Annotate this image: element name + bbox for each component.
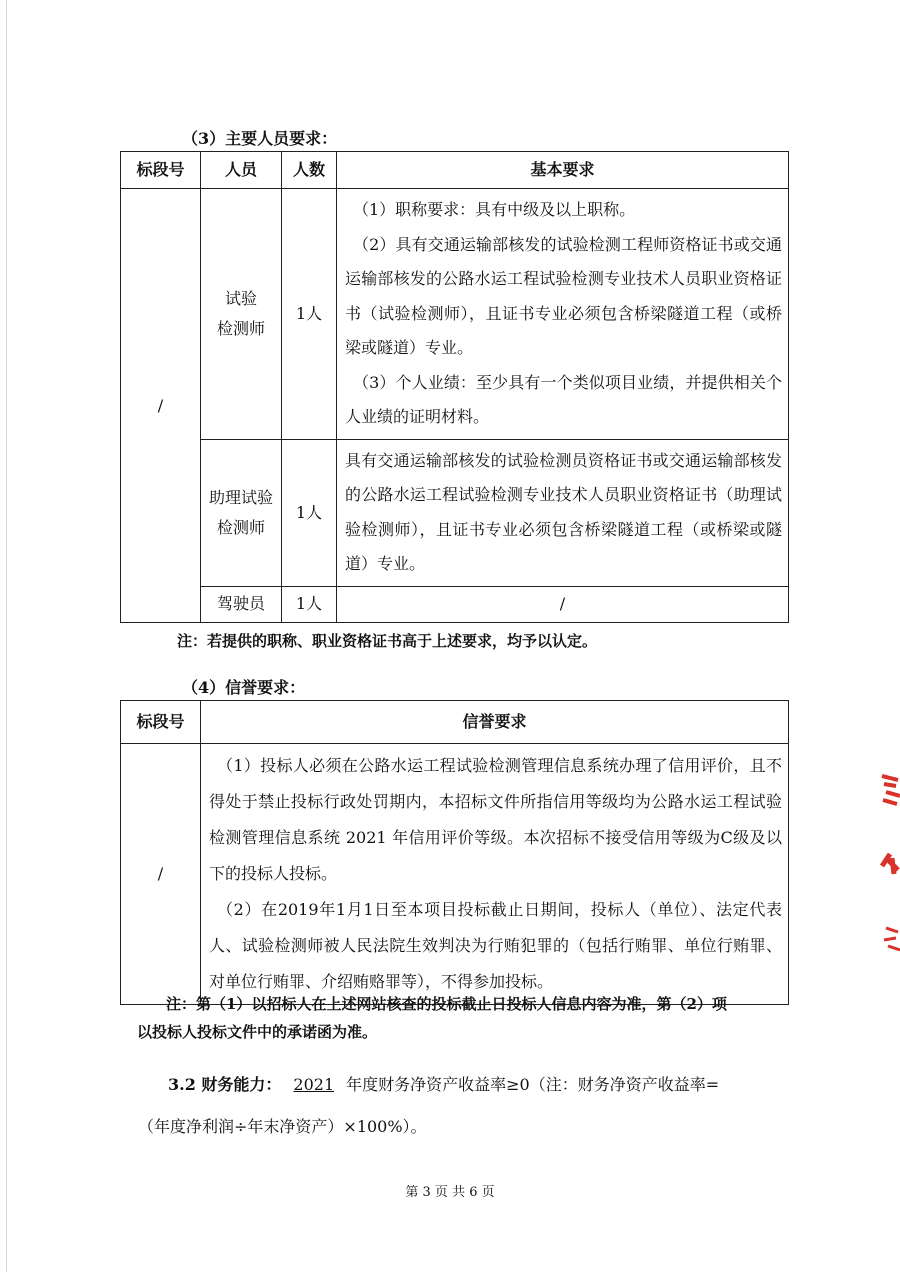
- section-heading-personnel: （3）主要人员要求：: [182, 129, 338, 148]
- requirement-cell: /: [337, 586, 789, 622]
- section-heading-credit: （4）信誉要求：: [182, 678, 306, 697]
- count-cell: 1人: [282, 189, 337, 440]
- requirement-item: （1）职称要求：具有中级及以上职称。: [353, 200, 636, 219]
- finance-year: 2021: [293, 1075, 335, 1094]
- requirement-cell: [201, 744, 789, 1005]
- finance-line: [168, 1072, 719, 1095]
- requirement-item: （2）具有交通运输部核发的试验检测工程师资格证书或交通运输部核发的公路水运工程试验检测专业技术人员职业资格证书（试验检测师），且证书专业必须包含桥梁隧道工程（或桥梁或隧道）专业。: [345, 234, 782, 357]
- role-line: 检测师: [216, 517, 265, 537]
- role-line: 检测师: [216, 318, 265, 338]
- seal-stamp-fragment: [878, 770, 900, 960]
- column-header: 人员: [201, 152, 282, 189]
- requirement-item: （1）投标人必须在公路水运工程试验检测管理信息系统办理了信用评价，且不得处于禁止投标行政处罚期内，本招标文件所指信用等级均为公路水运工程试验检测管理信息系统 2021 年信用评价等级。本次招标不接受信用等级为C级及以下的投标人投标。: [209, 756, 782, 883]
- section-id-cell: /: [121, 744, 201, 1005]
- table-header-row: [121, 701, 789, 744]
- column-header: 标段号: [121, 152, 201, 189]
- column-header: 标段号: [121, 701, 201, 744]
- section-id-cell: /: [121, 189, 201, 623]
- table-row: [121, 586, 789, 622]
- requirement-cell: [337, 439, 789, 586]
- table-row: [121, 189, 789, 440]
- finance-label: 3.2 财务能力：: [168, 1075, 282, 1094]
- finance-text: 年度财务净资产收益率≥0（注：财务净资产收益率=: [346, 1075, 720, 1094]
- role-cell: 驾驶员: [201, 586, 282, 622]
- count-cell: 1人: [282, 586, 337, 622]
- role-line: 试验: [224, 288, 257, 308]
- column-header: 信誉要求: [201, 701, 789, 744]
- page-footer: 第 3 页 共 6 页: [405, 1185, 495, 1200]
- count-cell: 1人: [282, 439, 337, 586]
- page-edge-shadow: [6, 0, 7, 1272]
- personnel-note: 注：若提供的职称、职业资格证书高于上述要求，均予以认定。: [177, 632, 598, 650]
- finance-formula: （年度净利润÷年末净资产）×100%）。: [138, 1117, 427, 1136]
- table-row: [121, 439, 789, 586]
- credit-note-line: 注：第（1）以招标人在上述网站核查的投标截止日投标人信息内容为准，第（2）项: [166, 995, 727, 1013]
- role-line: 助理试验: [208, 487, 273, 507]
- requirement-item: 具有交通运输部核发的试验检测员资格证书或交通运输部核发的公路水运工程试验检测专业技术人员职业资格证书（助理试验检测师），且证书专业必须包含桥梁隧道工程（或桥梁或隧道）专业。: [345, 450, 782, 573]
- credit-note-line: 以投标人投标文件中的承诺函为准。: [137, 1023, 378, 1041]
- requirement-item: （2）在2019年1月1日至本项目投标截止日期间，投标人（单位）、法定代表人、试验检测师被人民法院生效判决为行贿犯罪的（包括行贿罪、单位行贿罪、对单位行贿罪、介绍贿赂罪等），不得参加投标。: [209, 900, 782, 991]
- table-row: [121, 744, 789, 1005]
- table-header-row: [121, 152, 789, 189]
- role-cell: [201, 189, 282, 440]
- column-header: 基本要求: [337, 152, 789, 189]
- role-cell: [201, 439, 282, 586]
- requirement-cell: [337, 189, 789, 440]
- personnel-table: [120, 151, 789, 623]
- credit-table: [120, 700, 789, 1005]
- column-header: 人数: [282, 152, 337, 189]
- requirement-item: （3）个人业绩：至少具有一个类似项目业绩，并提供相关个人业绩的证明材料。: [345, 372, 782, 426]
